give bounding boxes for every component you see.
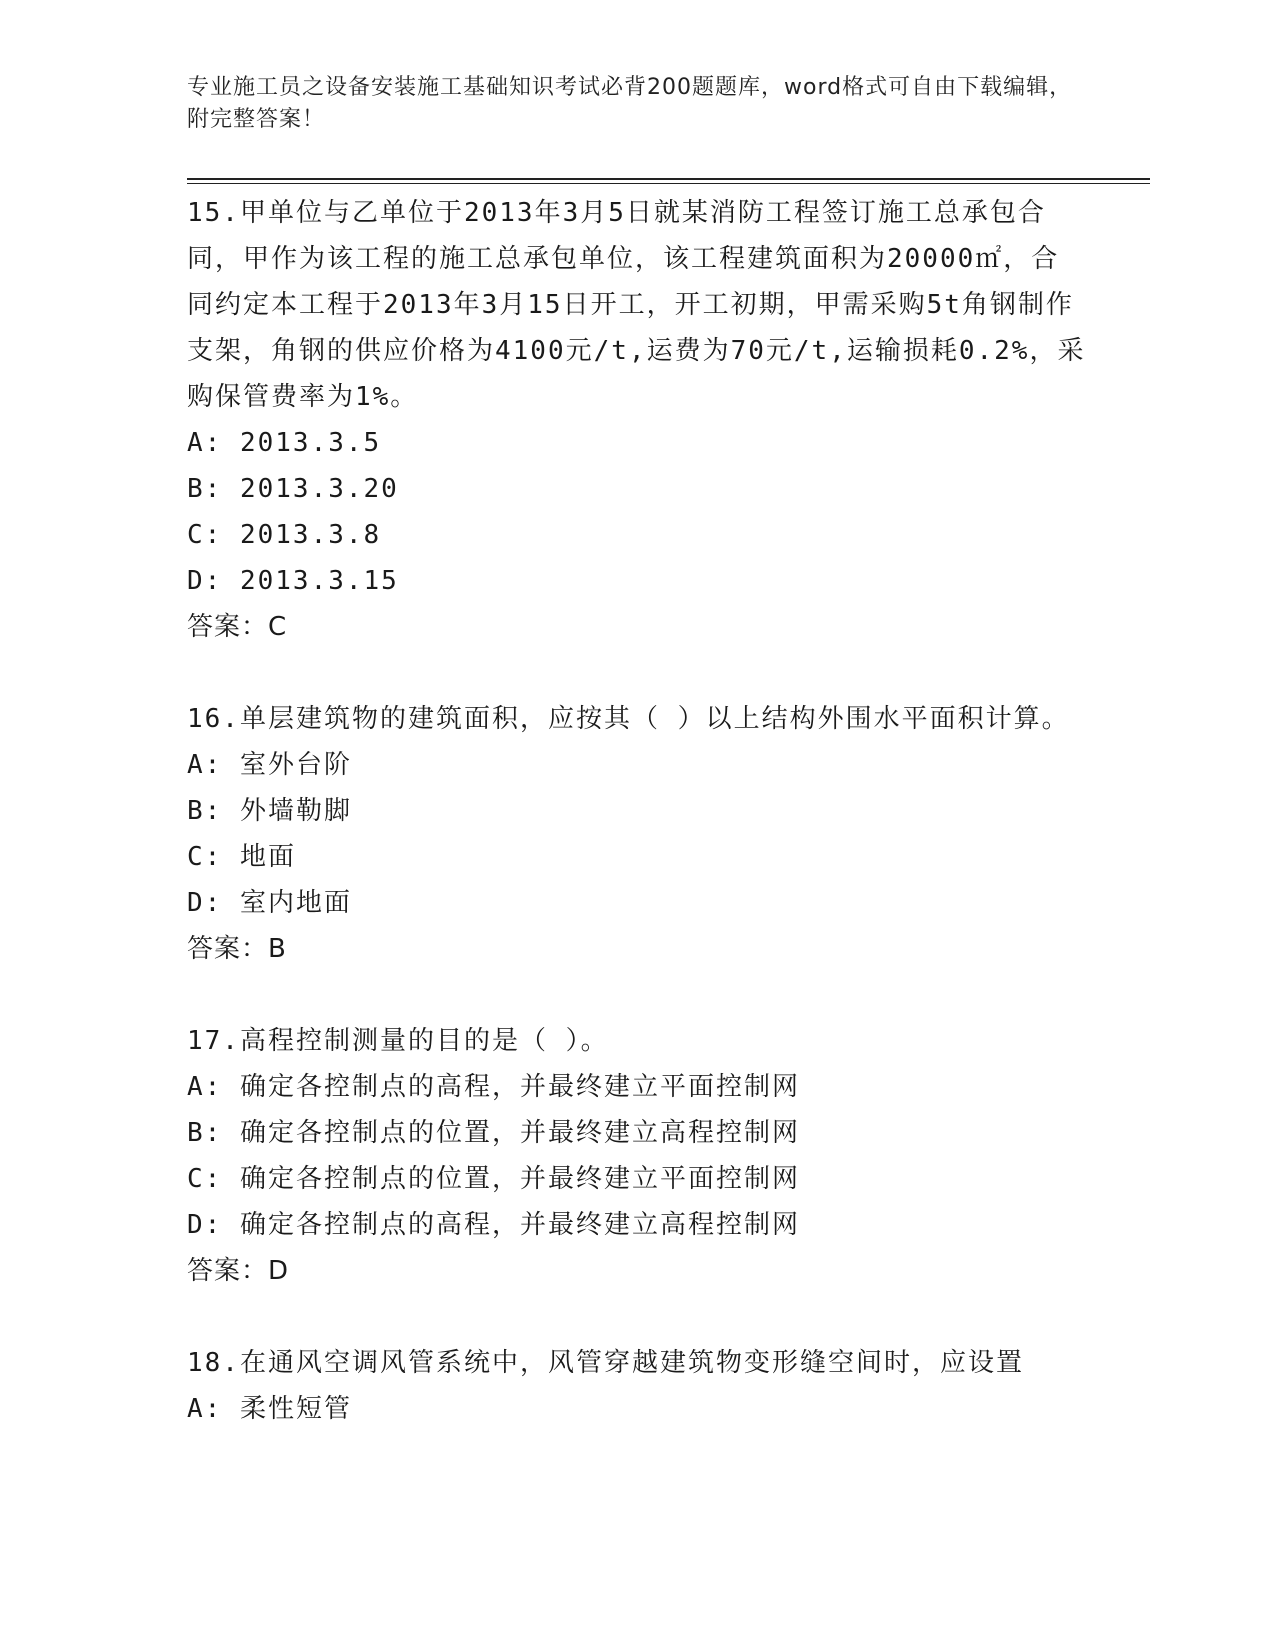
option-d: D: 确定各控制点的高程，并最终建立高程控制网 <box>187 1210 800 1240</box>
header-rule-thin <box>187 183 1150 184</box>
option-a: A: 确定各控制点的高程，并最终建立平面控制网 <box>187 1072 800 1102</box>
option-a: A: 2013.3.5 <box>187 428 382 458</box>
question-17 <box>187 1018 1087 1294</box>
question-list <box>187 190 1087 1432</box>
option-a: A: 柔性短管 <box>187 1394 352 1424</box>
question-stem: 16.单层建筑物的建筑面积，应按其（ ）以上结构外围水平面积计算。 <box>187 704 1070 734</box>
question-stem: 18.在通风空调风管系统中，风管穿越建筑物变形缝空间时，应设置 <box>187 1348 1024 1378</box>
option-c: C: 确定各控制点的位置，并最终建立平面控制网 <box>187 1164 800 1194</box>
option-c: C: 地面 <box>187 842 296 872</box>
option-b: B: 外墙勒脚 <box>187 796 352 826</box>
answer: 答案：B <box>187 934 287 964</box>
answer: 答案：D <box>187 1256 290 1286</box>
option-d: D: 2013.3.15 <box>187 566 399 596</box>
question-18 <box>187 1340 1087 1432</box>
option-a: A: 室外台阶 <box>187 750 352 780</box>
question-stem: 15.甲单位与乙单位于2013年3月5日就某消防工程签订施工总承包合同，甲作为该工程的施工总承包单位，该工程建筑面积为20000㎡，合同约定本工程于2013年3月15日开工，开工初期，甲需采购5t角钢制作支架，角钢的供应价格为4100元/t,运费为70元/t,运输损耗0.2%，采购保管费率为1%。 <box>187 198 1086 412</box>
option-c: C: 2013.3.8 <box>187 520 382 550</box>
question-16 <box>187 696 1087 972</box>
question-stem: 17.高程控制测量的目的是（ ）。 <box>187 1026 609 1056</box>
header-rule-thick <box>187 178 1150 180</box>
question-15 <box>187 190 1087 650</box>
answer: 答案：C <box>187 612 288 642</box>
option-b: B: 2013.3.20 <box>187 474 399 504</box>
option-b: B: 确定各控制点的位置，并最终建立高程控制网 <box>187 1118 800 1148</box>
page-header: 专业施工员之设备安装施工基础知识考试必背200题题库，word格式可自由下载编辑，附完整答案！ <box>187 75 1073 132</box>
option-d: D: 室内地面 <box>187 888 352 918</box>
